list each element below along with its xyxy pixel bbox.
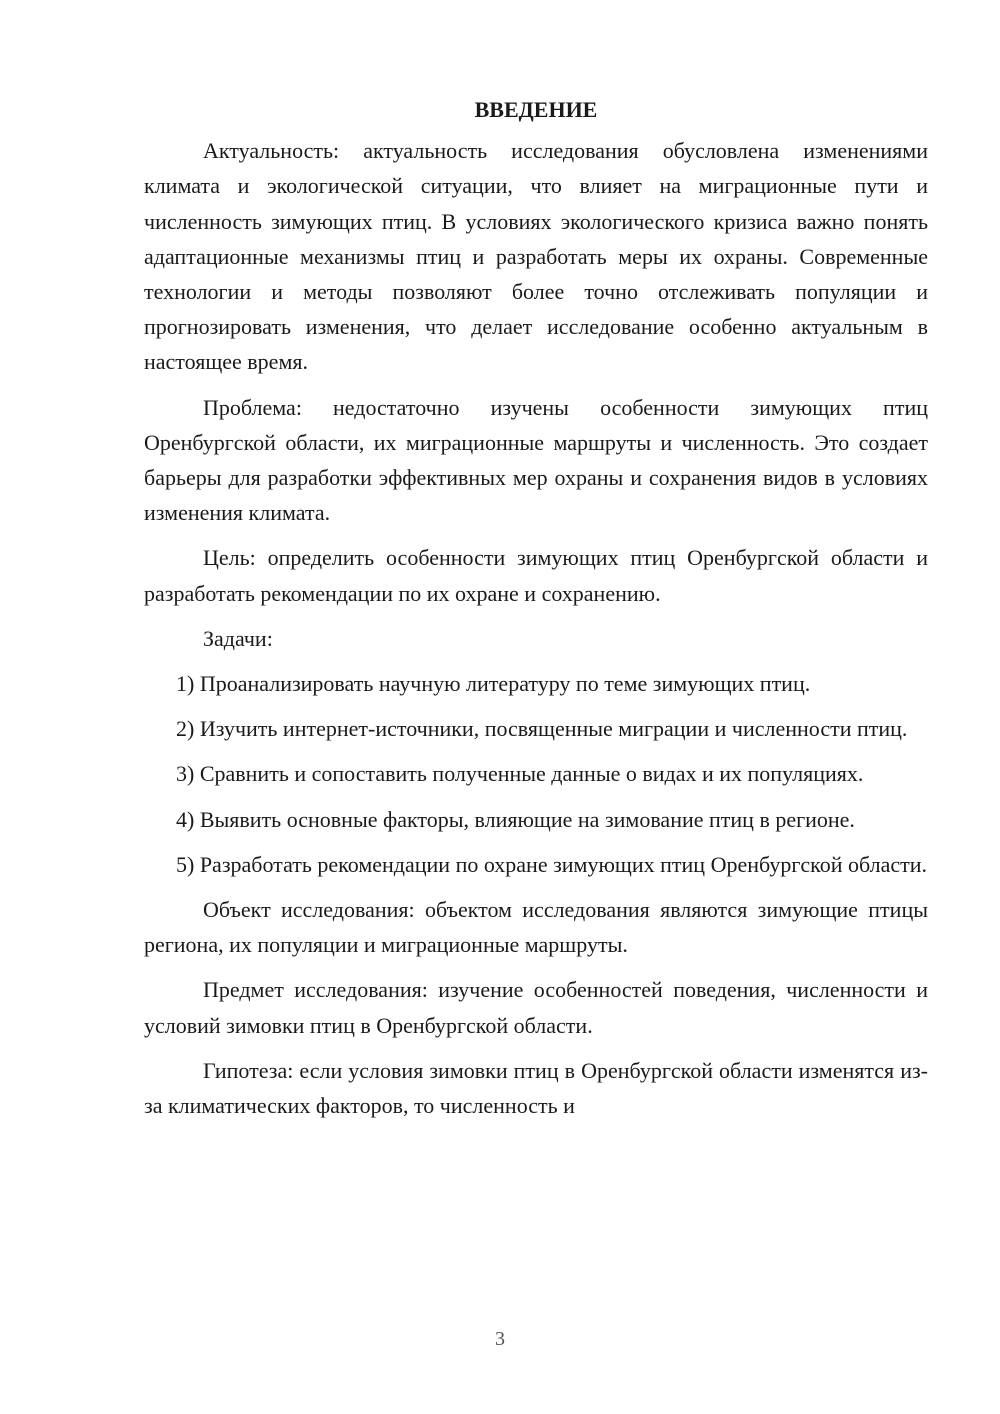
paragraph-problem: Проблема: недостаточно изучены особенности зимующих птиц Оренбургской области, их миграционные маршруты и численность. Это создает барьеры для разработки эффективных мер охраны и сохранения видов в условиях изменения климата. <box>144 394 928 526</box>
paragraph-goal: Цель: определить особенности зимующих птиц Оренбургской области и разработать рекомендации по их охране и сохранению. <box>144 545 928 606</box>
task-item-1: 1) Проанализировать научную литературу по теме зимующих птиц. <box>176 671 811 697</box>
task-item-3: 3) Сравнить и сопоставить полученные данные о видах и их популяциях. <box>176 761 864 787</box>
paragraph-relevance: Актуальность: актуальность исследования обусловлена изменениями климата и экологической ситуации, что влияет на миграционные пути и численность зимующих птиц. В условиях экологического кризиса важно понять адаптационные механизмы птиц и разработать меры их охраны. Современные технологии и методы позволяют более точно отслеживать популяции и прогнозировать изменения, что делает исследование особенно актуальным в настоящее время. <box>144 138 928 375</box>
task-item-5: 5) Разработать рекомендации по охране зимующих птиц Оренбургской области. <box>176 851 928 877</box>
task-item-4: 4) Выявить основные факторы, влияющие на зимование птиц в регионе. <box>176 806 855 832</box>
paragraph-hypothesis: Гипотеза: если условия зимовки птиц в Оренбургской области изменятся из-за климатических факторов, то численность и <box>144 1057 928 1119</box>
paragraph-tasks-heading: Задачи: <box>203 625 273 651</box>
page-number: 3 <box>495 1328 505 1350</box>
paragraph-object: Объект исследования: объектом исследования являются зимующие птицы региона, их популяции и миграционные маршруты. <box>144 897 928 958</box>
paragraph-subject: Предмет исследования: изучение особенностей поведения, численности и условий зимовки птиц в Оренбургской области. <box>144 977 928 1038</box>
section-title: ВВЕДЕНИЕ <box>474 97 598 122</box>
document-page <box>144 92 928 1123</box>
task-item-2: 2) Изучить интернет-источники, посвященные миграции и численности птиц. <box>176 716 908 742</box>
